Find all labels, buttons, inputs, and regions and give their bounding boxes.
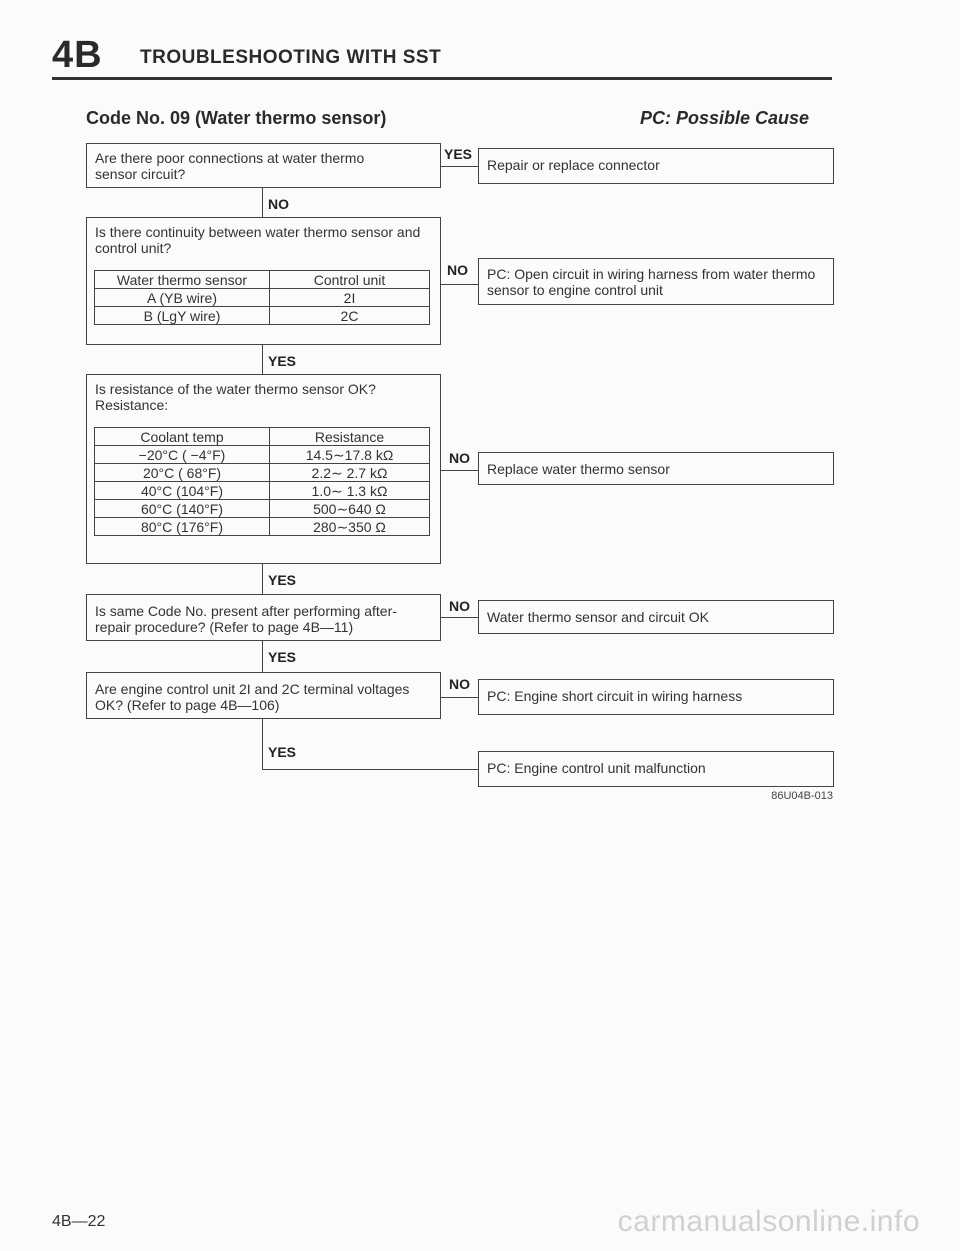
connector-line	[262, 188, 263, 217]
connector-line	[262, 719, 263, 769]
result-box-5	[478, 679, 834, 715]
table-cell: B (LgY wire)	[95, 307, 270, 325]
connector-line	[441, 617, 478, 618]
branch-label: NO	[449, 450, 470, 466]
result-box-4	[478, 600, 834, 634]
connector-line	[441, 284, 478, 285]
table-cell: A (YB wire)	[95, 289, 270, 307]
table-cell: 2.2∼ 2.7 kΩ	[270, 464, 430, 482]
question-box-5	[86, 672, 441, 719]
down-label: YES	[268, 572, 297, 588]
result-text: Replace water thermo sensor	[487, 461, 670, 477]
table-cell: 40°C (104°F)	[95, 482, 270, 500]
header-rule	[52, 77, 832, 80]
connector-line	[441, 697, 478, 698]
table-cell: −20°C ( −4°F)	[95, 446, 270, 464]
table-cell: 80°C (176°F)	[95, 518, 270, 536]
section-title: TROUBLESHOOTING WITH SST	[140, 47, 442, 68]
table-cell: 60°C (140°F)	[95, 500, 270, 518]
table-cell: 280∼350 Ω	[270, 518, 430, 536]
result-text: PC: Engine control unit malfunction	[487, 760, 706, 776]
final-result-box	[478, 751, 834, 787]
table-cell: 20°C ( 68°F)	[95, 464, 270, 482]
code-title: Code No. 09 (Water thermo sensor)	[86, 108, 387, 128]
connector-line	[262, 641, 263, 672]
resistance-table	[94, 427, 430, 536]
connector-line	[441, 166, 478, 167]
table-cell: 2C	[270, 307, 430, 325]
result-box-3	[478, 452, 834, 485]
down-label: YES	[268, 353, 297, 369]
result-text: PC: Open circuit in wiring harness from water thermo sensor to engine control unit	[487, 266, 816, 298]
connector-line	[441, 470, 478, 471]
question-text: Is there continuity between water thermo sensor and control unit?	[95, 224, 421, 256]
branch-label: NO	[447, 262, 468, 278]
section-number: 4B	[52, 34, 103, 76]
down-label: NO	[268, 196, 289, 212]
table-cell: 14.5∼17.8 kΩ	[270, 446, 430, 464]
table-header: Coolant temp	[95, 428, 270, 446]
page-number: 4B—22	[52, 1213, 106, 1230]
connector-line	[262, 345, 263, 374]
result-text: PC: Engine short circuit in wiring harness	[487, 688, 743, 704]
table-header: Resistance	[270, 428, 430, 446]
figure-code: 86U04B-013	[771, 790, 833, 802]
question-text: Is resistance of the water thermo sensor OK?	[95, 381, 376, 397]
result-text: Water thermo sensor and circuit OK	[487, 609, 710, 625]
question-box-1	[86, 143, 441, 188]
pc-title: PC: Possible Cause	[640, 108, 810, 128]
question-text: Are there poor connections at water thermo sensor circuit?	[95, 150, 365, 182]
result-box-2	[478, 258, 834, 305]
connector-line	[262, 564, 263, 594]
table-cell: 1.0∼ 1.3 kΩ	[270, 482, 430, 500]
table-cell: 500∼640 Ω	[270, 500, 430, 518]
down-label: YES	[268, 649, 297, 665]
connector-line	[262, 769, 478, 770]
result-box-1	[478, 148, 834, 184]
watermark: carmanualsonline.info	[617, 1205, 920, 1238]
branch-label: YES	[444, 146, 473, 162]
table-header: Water thermo sensor	[95, 271, 270, 289]
branch-label: NO	[449, 676, 470, 692]
question-text: Are engine control unit 2I and 2C terminal voltages OK? (Refer to page 4B—106)	[95, 681, 410, 713]
down-label: YES	[268, 744, 297, 760]
continuity-table	[94, 270, 430, 325]
question-box-4	[86, 594, 441, 641]
result-text: Repair or replace connector	[487, 157, 660, 173]
table-cell: 2I	[270, 289, 430, 307]
table-header: Control unit	[270, 271, 430, 289]
question-text: Is same Code No. present after performing after-repair procedure? (Refer to page 4B—11)	[95, 603, 397, 635]
branch-label: NO	[449, 598, 470, 614]
question-subtext: Resistance:	[95, 397, 169, 413]
